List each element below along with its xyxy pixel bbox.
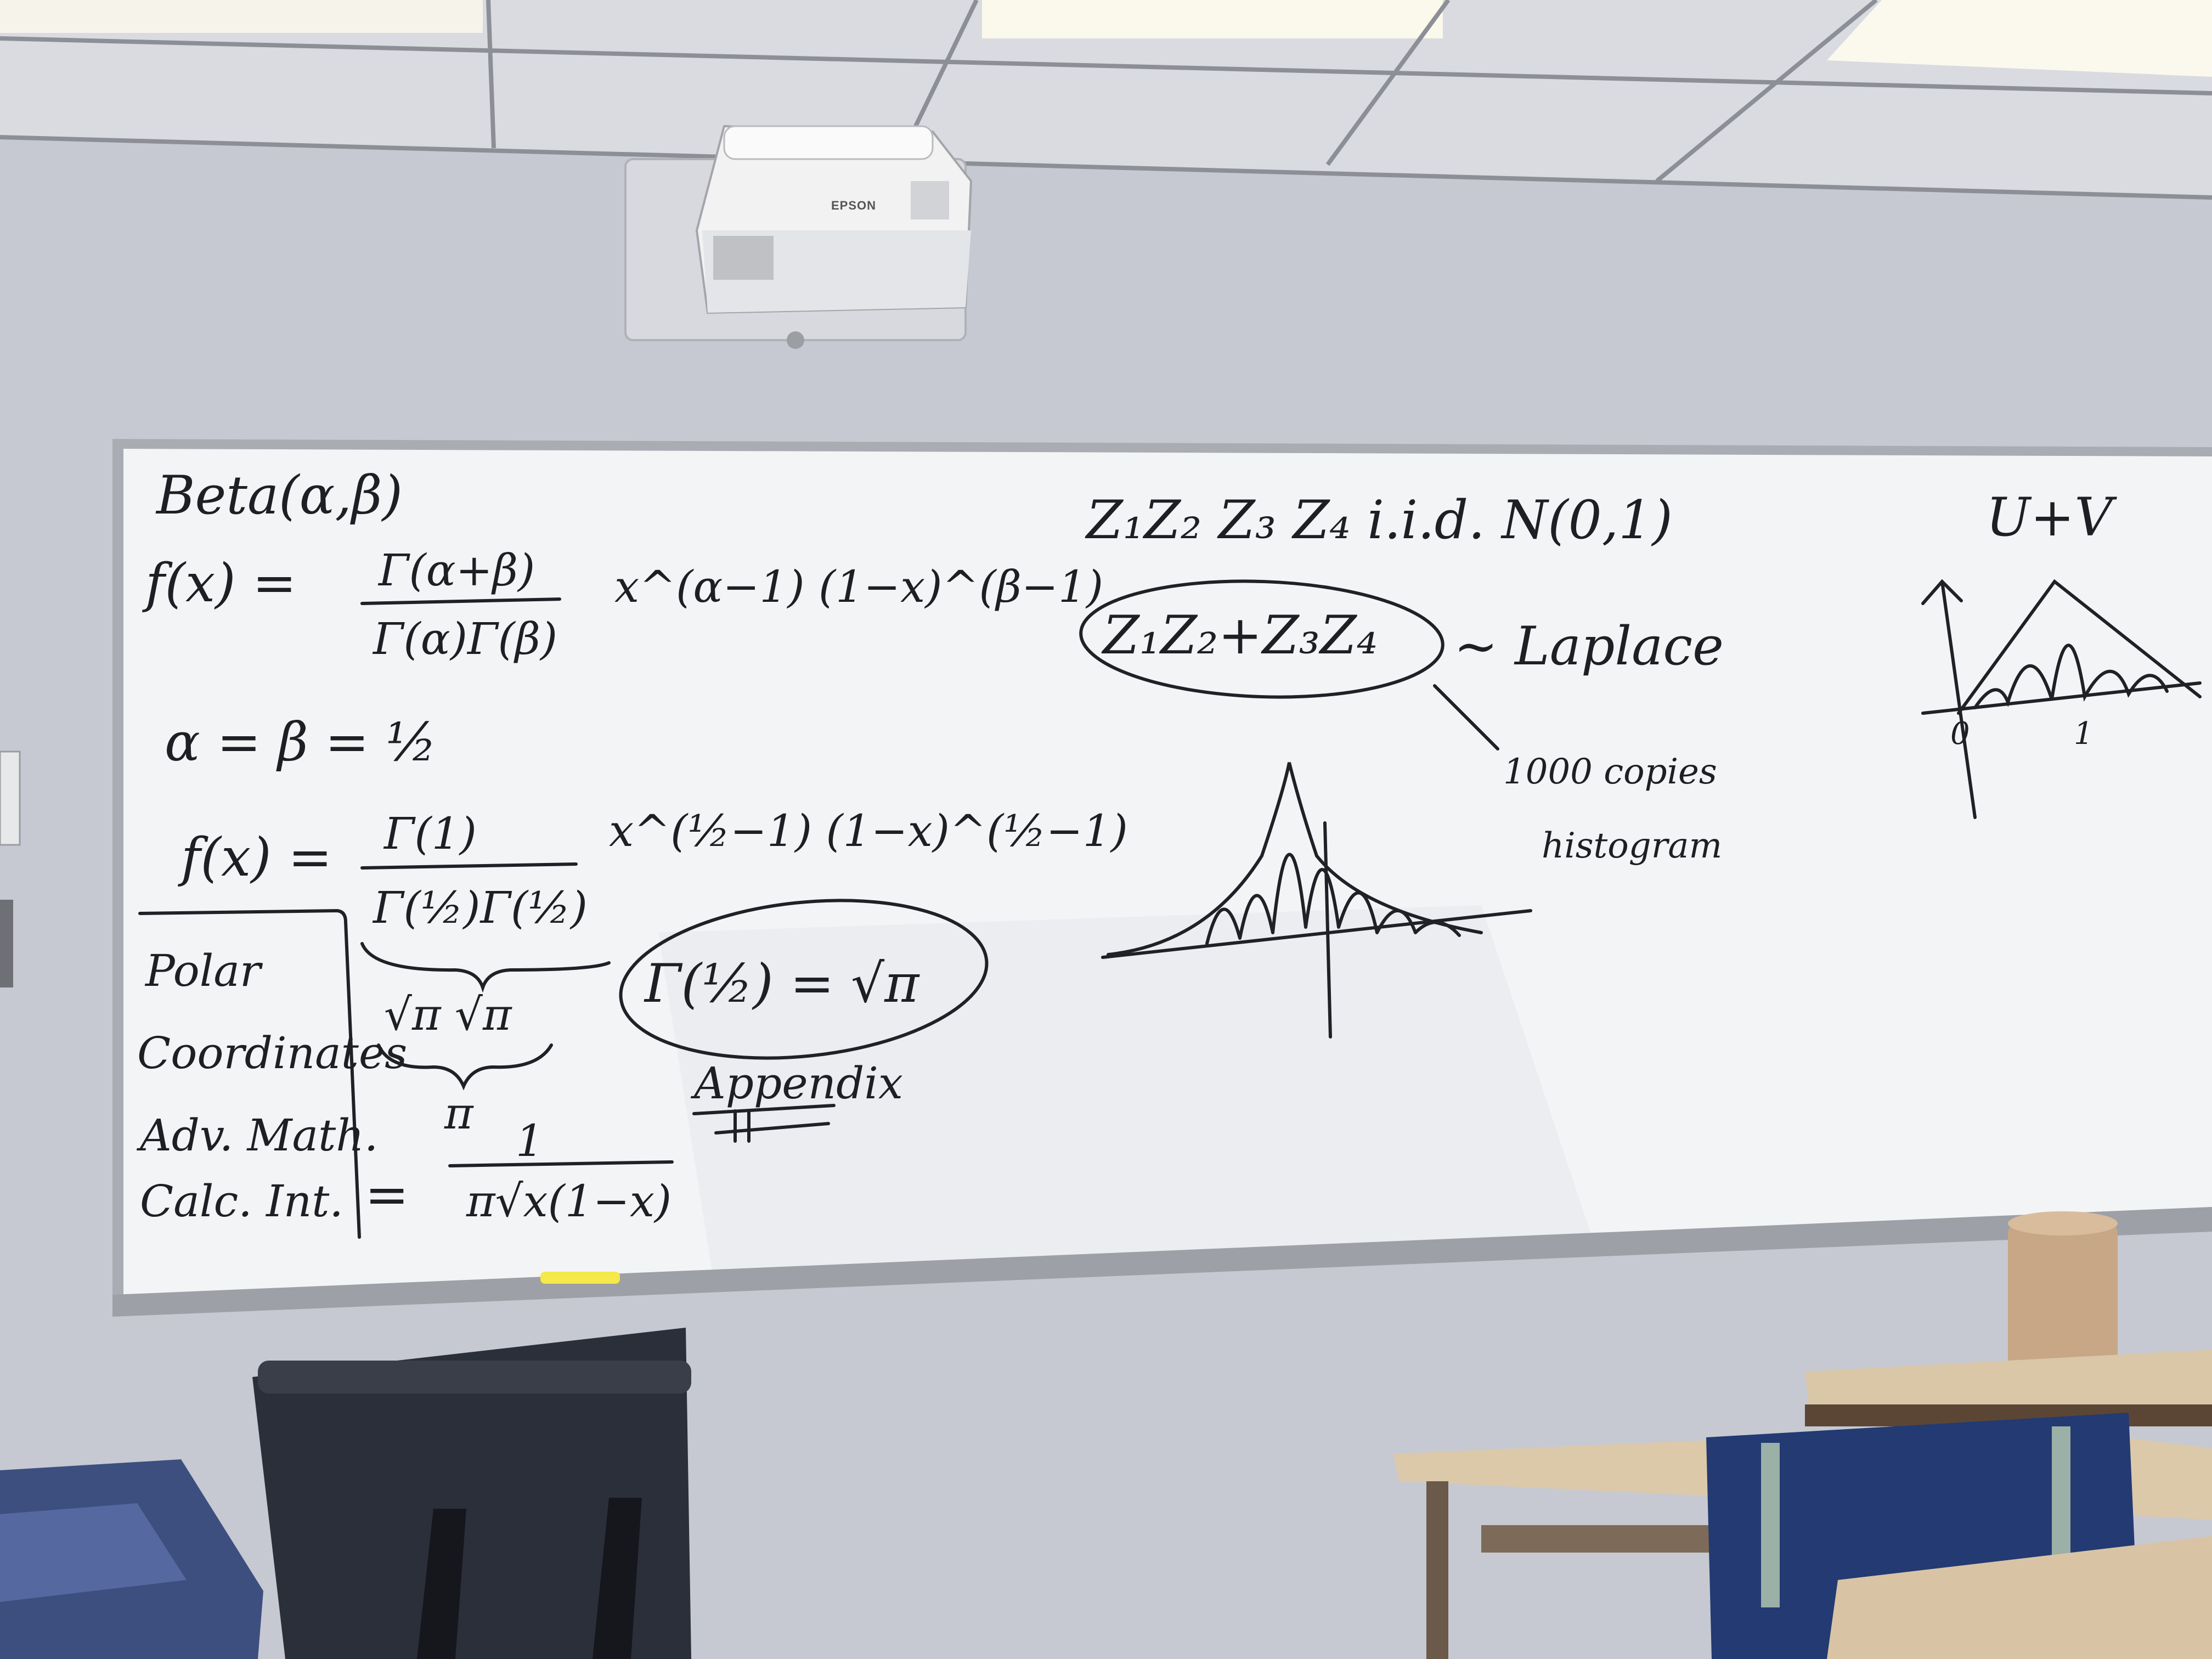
pdf-numerator: Γ(α+β) (379, 545, 535, 596)
projector (625, 126, 971, 349)
final-denominator: π√x(1−x) (466, 1176, 672, 1227)
pdf2-lhs: f(x) = (181, 827, 332, 888)
outlet-plate (0, 900, 13, 988)
histogram-label: histogram (1542, 826, 1723, 866)
uv-tick-1: 1 (2074, 716, 2094, 752)
polar-line-3: Adv. Math. (140, 1110, 379, 1161)
ceiling-light-2 (982, 0, 1443, 38)
uv-title: U+V (1986, 487, 2113, 548)
iid-line: Z₁Z₂ Z₃ Z₄ i.i.d. N(0,1) (1086, 489, 1673, 551)
projector-brand: EPSON (831, 199, 877, 212)
param-choice: α = β = ½ (165, 712, 437, 773)
gamma-half: Γ(½) = √π (645, 953, 919, 1014)
marker[interactable] (540, 1272, 620, 1284)
pdf-lhs: f(x) = (145, 552, 297, 614)
uv-tick-0: 0 (1950, 716, 1970, 752)
copies-label: 1000 copies (1503, 752, 1717, 792)
product-sum: Z₁Z₂+Z₃Z₄ (1103, 605, 1378, 666)
laplace-label: ~ Laplace (1454, 616, 1724, 677)
pdf-kernel: x^(α−1) (1−x)^(β−1) (614, 561, 1104, 612)
pdf-denominator: Γ(α)Γ(β) (373, 613, 558, 664)
pi-value: π (444, 1088, 473, 1139)
polar-line-4: Calc. Int. (140, 1176, 343, 1227)
pdf2-numerator: Γ(1) (384, 808, 477, 859)
pdf2-kernel: x^(½−1) (1−x)^(½−1) (609, 805, 1128, 856)
equals-sign: = (365, 1164, 409, 1226)
polar-line-2: Coordinates (137, 1028, 408, 1079)
switch-plate (0, 752, 20, 845)
appendix-label: Appendix (694, 1058, 903, 1109)
sqrt-pi-pair: √π √π (384, 989, 512, 1040)
beta-title: Beta(α,β) (156, 465, 403, 526)
pdf2-denominator: Γ(½)Γ(½) (373, 882, 588, 933)
ceiling-light-1 (0, 0, 483, 33)
final-numerator: 1 (516, 1115, 544, 1166)
polar-line-1: Polar (145, 945, 261, 996)
